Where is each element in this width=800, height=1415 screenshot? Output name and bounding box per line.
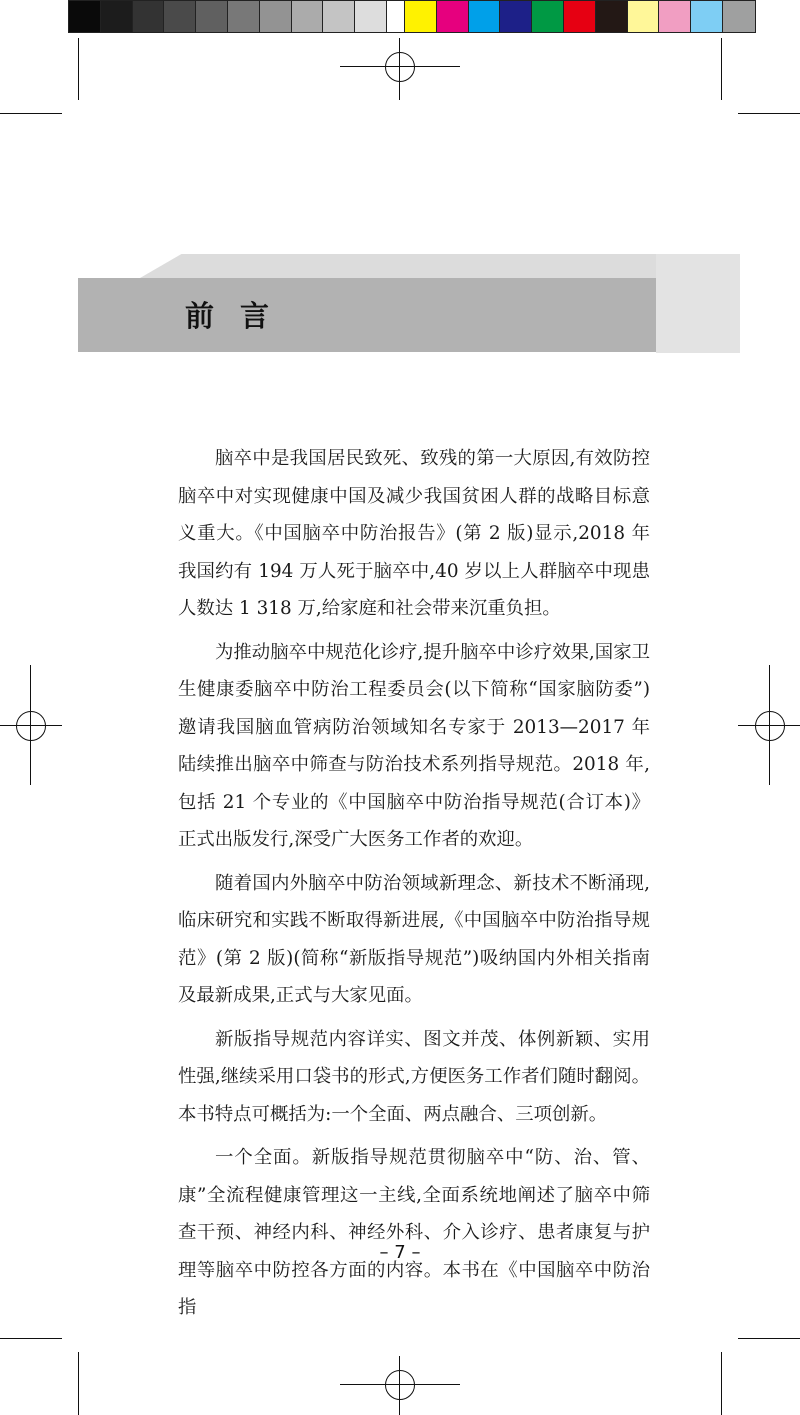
crop-mark-bottom-right-h — [738, 1338, 800, 1339]
color-swatch — [596, 1, 628, 32]
crop-mark-top-right-v — [721, 38, 722, 100]
color-swatch — [691, 1, 723, 32]
gray-swatch — [292, 1, 324, 32]
paragraph: 一个全面。新版指导规范贯彻脑卒中“防、治、管、康”全流程健康管理这一主线,全面系统地阐述了脑卒中筛查干预、神经内科、神经外科、介入诊疗、患者康复与护理等脑卒中防控各方面的内容。本书在《中国脑卒中防治指 — [178, 1147, 650, 1318]
color-swatch — [437, 1, 469, 32]
page-number: – 7 – — [379, 1242, 421, 1263]
color-swatch — [405, 1, 437, 32]
crop-mark-bottom-right-v — [721, 1352, 722, 1415]
registration-ring-bottom — [385, 1370, 415, 1400]
color-calibration-bar — [404, 0, 756, 33]
paragraph: 新版指导规范内容详实、图文并茂、体例新颖、实用性强,继续采用口袋书的形式,方便医务工作者们随时翻阅。本书特点可概括为:一个全面、两点融合、三项创新。 — [178, 1028, 650, 1125]
crop-mark-top-left-h — [0, 113, 62, 114]
color-swatch — [532, 1, 564, 32]
color-swatch — [564, 1, 596, 32]
gray-swatch — [69, 1, 101, 32]
paragraph: 随着国内外脑卒中防治领域新理念、新技术不断涌现,临床研究和实践不断取得新进展,《中国脑卒中防治指导规范》(第 2 版)(简称“新版指导规范”)吸纳国内外相关指南及最新成果,正式与大家见面。 — [178, 872, 650, 1006]
registration-ring-right — [755, 711, 785, 741]
header-light-block — [656, 254, 740, 353]
gray-swatch — [355, 1, 387, 32]
header-band — [78, 278, 658, 352]
paragraph: 脑卒中是我国居民致死、致残的第一大原因,有效防控脑卒中对实现健康中国及减少我国贫困人群的战略目标意义重大。《中国脑卒中防治报告》(第 2 版)显示,2018 年我国约有 194 万人死于脑卒中,40 岁以上人群脑卒中现患人数达 1 318 万,给家庭和社会带来沉重负担。 — [178, 448, 650, 619]
gray-swatch — [260, 1, 292, 32]
crop-mark-top-right-h — [738, 113, 800, 114]
crop-mark-top-left-v — [78, 38, 79, 100]
gray-swatch — [228, 1, 260, 32]
color-swatch — [659, 1, 691, 32]
crop-mark-bottom-left-v — [78, 1352, 79, 1415]
registration-ring-left — [16, 711, 46, 741]
registration-ring-top — [385, 52, 415, 82]
gray-swatch — [133, 1, 165, 32]
gray-swatch — [101, 1, 133, 32]
color-swatch — [723, 1, 755, 32]
crop-mark-bottom-left-h — [0, 1338, 62, 1339]
grayscale-calibration-bar — [68, 0, 420, 33]
page-title: 前言 — [185, 299, 296, 333]
color-swatch — [628, 1, 660, 32]
header-top-bevel — [140, 254, 658, 278]
gray-swatch — [196, 1, 228, 32]
gray-swatch — [164, 1, 196, 32]
color-swatch — [469, 1, 501, 32]
gray-swatch — [323, 1, 355, 32]
paragraph: 为推动脑卒中规范化诊疗,提升脑卒中诊疗效果,国家卫生健康委脑卒中防治工程委员会(以下简称“国家脑防委”)邀请我国脑血管病防治领域知名专家于 2013—2017 年陆续推出脑卒中筛查与防治技术系列指导规范。2018 年,包括 21 个专业的《中国脑卒中防治指导规范(合订本)》正式出版发行,深受广大医务工作者的欢迎。 — [178, 641, 650, 850]
body-text — [178, 440, 650, 1333]
color-swatch — [500, 1, 532, 32]
